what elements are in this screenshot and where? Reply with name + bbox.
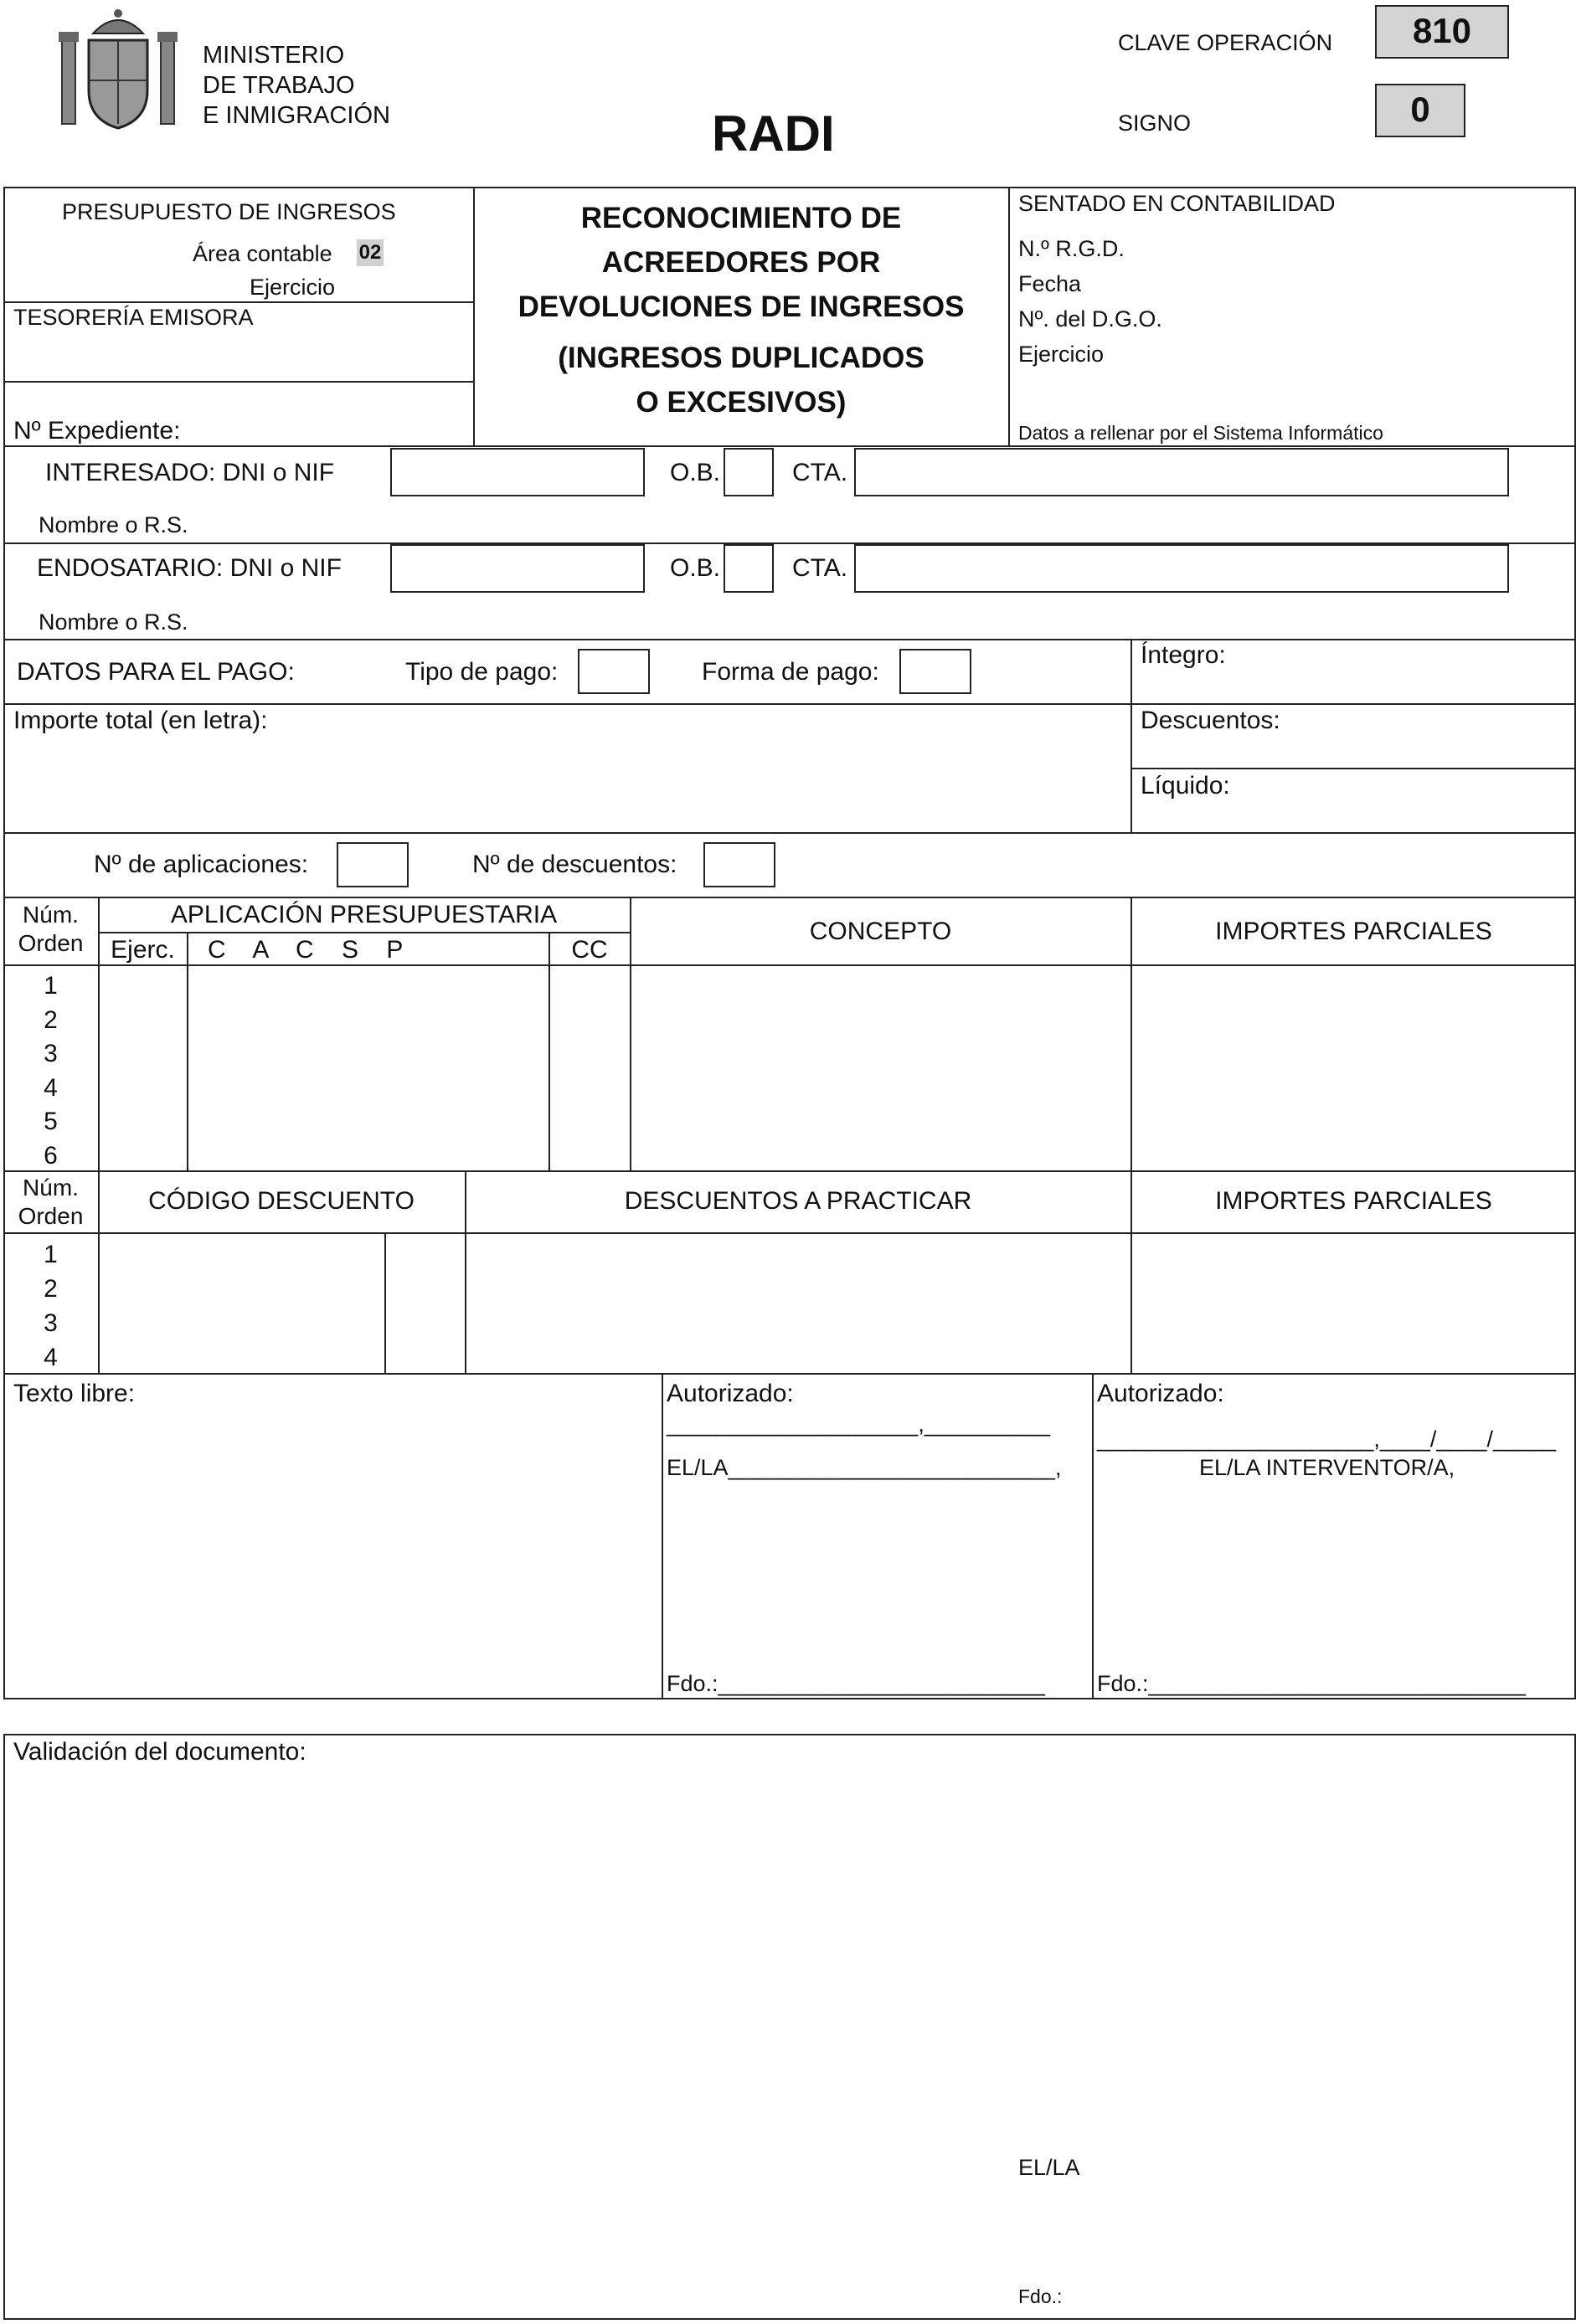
fecha-line-2: ______________________,____/____/_____ [1097,1427,1557,1452]
area-contable-label: Área contable [193,241,332,266]
endosatario-nombre-label: Nombre o R.S. [39,609,188,635]
aplicacion-header: APLICACIÓN PRESUPUESTARIA [170,901,558,928]
codigo-descuento-header: CÓDIGO DESCUENTO [148,1187,415,1215]
n-aplicaciones-field[interactable] [337,842,409,887]
clave-value: 810 [1375,5,1509,59]
presupuesto-label: PRESUPUESTO DE INGRESOS [62,199,396,224]
endosatario-ob-label: O.B. [670,554,721,582]
autorizado-label-1: Autorizado: [667,1380,794,1407]
n-aplicaciones-label: Nº de aplicaciones: [94,851,309,878]
interventor-label: EL/LA INTERVENTOR/A, [1199,1455,1455,1480]
cc-header: CC [571,936,608,964]
importes-header-2: IMPORTES PARCIALES [1215,1187,1492,1215]
descuentos-label: Descuentos: [1141,707,1280,734]
signo-label: SIGNO [1118,111,1192,136]
form-title: RECONOCIMIENTO DE ACREEDORES POR DEVOLUCIONES DE INGRESOS (INGRESOS DUPLICADOS O EXCESIVOS) [518,202,965,419]
table-row: 4 [44,1073,58,1102]
interesado-cta-label: CTA. [792,459,848,486]
interesado-ob-label: O.B. [670,459,721,486]
sistema-note: Datos a rellenar por el Sistema Informático [1018,422,1383,444]
interesado-nombre-label: Nombre o R.S. [39,512,188,537]
table-row: 1 [44,972,58,1000]
descuentos-practicar-header: DESCUENTOS A PRACTICAR [624,1187,972,1215]
endosatario-cta-label: CTA. [792,554,848,582]
autorizado-label-2: Autorizado: [1097,1380,1224,1407]
ministry-name: MINISTERIO DE TRABAJO E INMIGRACIÓN [203,42,390,129]
interesado-ob-field[interactable] [724,448,774,496]
table-row: 6 [44,1141,58,1170]
interesado-dni-field[interactable] [390,448,645,496]
integro-label: Íntegro: [1141,641,1226,669]
concepto-header: CONCEPTO [809,918,952,945]
table-row: 4 [44,1344,58,1371]
sentado-label: SENTADO EN CONTABILIDAD [1018,191,1336,216]
cacsp-header: C A C S P [208,936,404,964]
endosatario-dni-label: ENDOSATARIO: DNI o NIF [37,554,342,582]
signo-value: 0 [1375,84,1465,137]
ejercicio-label: Ejercicio [250,275,336,300]
table-row: 3 [44,1040,58,1067]
tabla2-num-header: Núm. Orden [18,1175,84,1229]
n-descuentos-label: Nº de descuentos: [472,851,677,878]
validacion-label: Validación del documento: [13,1738,306,1766]
dgo-label: Nº. del D.G.O. [1018,306,1162,332]
interesado-dni-label: INTERESADO: DNI o NIF [45,459,335,486]
clave-label: CLAVE OPERACIÓN [1118,30,1333,55]
ejercicio-label-2: Ejercicio [1018,342,1105,367]
validacion-ella: EL/LA [1018,2155,1080,2180]
endosatario-cta-field[interactable] [854,544,1509,593]
importes-header-1: IMPORTES PARCIALES [1215,918,1492,945]
area-contable-value: 02 [357,239,384,266]
datos-pago-label: DATOS PARA EL PAGO: [17,658,295,686]
n-descuentos-field[interactable] [703,842,775,887]
texto-libre-label: Texto libre: [13,1380,136,1407]
expediente-label: Nº Expediente: [13,417,181,445]
interesado-cta-field[interactable] [854,448,1509,496]
forma-pago-field[interactable] [899,649,971,694]
tipo-pago-label: Tipo de pago: [405,658,559,686]
table-row: 1 [44,1241,58,1268]
fdo-line-1: Fdo.:__________________________ [667,1671,1045,1696]
fdo-line-2: Fdo.:______________________________ [1097,1671,1527,1696]
form-code-title: RADI [712,105,835,162]
fecha-line-1: ____________________,__________ [667,1411,1050,1437]
table-row: 3 [44,1309,58,1337]
tesoreria-label: TESORERÍA EMISORA [13,305,254,330]
table-row: 5 [44,1108,58,1135]
tipo-pago-field[interactable] [578,649,650,694]
validacion-frame [3,1734,1576,2320]
ejerc-header: Ejerc. [111,936,175,964]
importe-letra-label: Importe total (en letra): [13,707,268,734]
tabla2-row-numbers [3,1237,98,1375]
ella-line-1: EL/LA__________________________, [667,1455,1062,1480]
tabla1-num-header: Núm. Orden [18,902,84,956]
validacion-fdo: Fdo.: [1018,2285,1063,2307]
rgd-label: N.º R.G.D. [1018,236,1125,261]
tabla1-row-numbers [3,969,98,1173]
liquido-label: Líquido: [1141,772,1230,800]
coat-of-arms-icon [55,7,181,132]
endosatario-dni-field[interactable] [390,544,645,593]
forma-pago-label: Forma de pago: [702,658,879,686]
fecha-label: Fecha [1018,271,1082,296]
table-row: 2 [44,1005,58,1034]
endosatario-ob-field[interactable] [724,544,774,593]
table-row: 2 [44,1275,58,1303]
